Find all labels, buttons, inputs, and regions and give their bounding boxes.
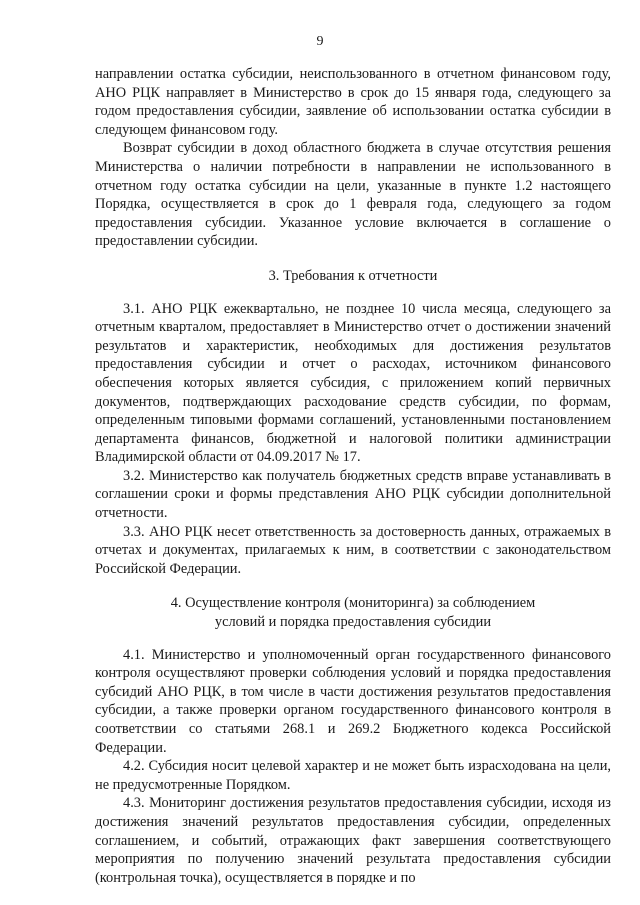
paragraph-3-2: 3.2. Министерство как получатель бюджетных средств вправе устанавливать в соглашении сроки и формы представления АНО РЦК субсидии дополнительной отчетности. [95, 467, 611, 522]
paragraph-4-2: 4.2. Субсидия носит целевой характер и не может быть израсходована на цели, не предусмотренные Порядком. [95, 758, 611, 793]
section-4-heading-line2: условий и порядка предоставления субсидии [214, 614, 492, 631]
paragraph-4-1: 4.1. Министерство и уполномоченный орган государственного финансового контроля осуществляют проверки соблюдения условий и порядка предоставления субсидий АНО РЦК, в том числе в части достижения результатов предоставления субсидии, а также проверки органом государственного финансового контроля в соответствии со статьями 268.1 и 269.2 Бюджетного кодекса Российской Федерации. [95, 646, 611, 756]
section-4-heading-line1: 4. Осуществление контроля (мониторинга) за соблюдением [170, 595, 536, 612]
paragraph-4-3: 4.3. Мониторинг достижения результатов предоставления субсидии, исходя из достижения значений результатов предоставления субсидии, определенных соглашением, и событий, отражающих факт завершения соответствующего мероприятия по получению значений результата предоставления субсидии (контрольная точка), осуществляется в порядке и по [95, 795, 611, 886]
section-3-heading: 3. Требования к отчетности [268, 267, 438, 284]
paragraph-continued: направлении остатка субсидии, неиспользованного в отчетном финансовом году, АНО РЦК направляет в Министерство в срок до 15 января года, следующего за годом предоставления субсидии, заявление об использовании остатка субсидии в следующем финансовом году. [95, 66, 611, 138]
paragraph-return-subsidy: Возврат субсидии в доход областного бюджета в случае отсутствия решения Министерства о наличии потребности в направлении не использованного в отчетном году остатка субсидии на цели, указанные в пункте 1.2 настоящего Порядка, осуществляется в срок до 1 февраля года, следующего за годом предоставления субсидии. Указанное условие включается в соглашение о предоставлении субсидии. [95, 140, 611, 250]
document-body [95, 65, 611, 887]
paragraph-3-3: 3.3. АНО РЦК несет ответственность за достоверность данных, отражаемых в отчетах и документах, прилагаемых к ним, в соответствии с законодательством Российской Федерации. [95, 523, 611, 577]
paragraph-3-1: 3.1. АНО РЦК ежеквартально, не позднее 10 числа месяца, следующего за отчетным кварталом, предоставляет в Министерство отчет о достижении значений результатов и характеристик, необходимых для достижения результатов предоставления субсидии и отчет о расходах, источником финансового обеспечения которых является субсидия, с приложением копий первичных документов, подтверждающих расходование средств субсидии, по формам, определенным типовыми формами соглашений, установленными постановлением департамента финансов, бюджетной и налоговой политики администрации Владимирской области от 04.09.2017 № 17. [95, 300, 611, 466]
page-number: 9 [316, 34, 324, 49]
